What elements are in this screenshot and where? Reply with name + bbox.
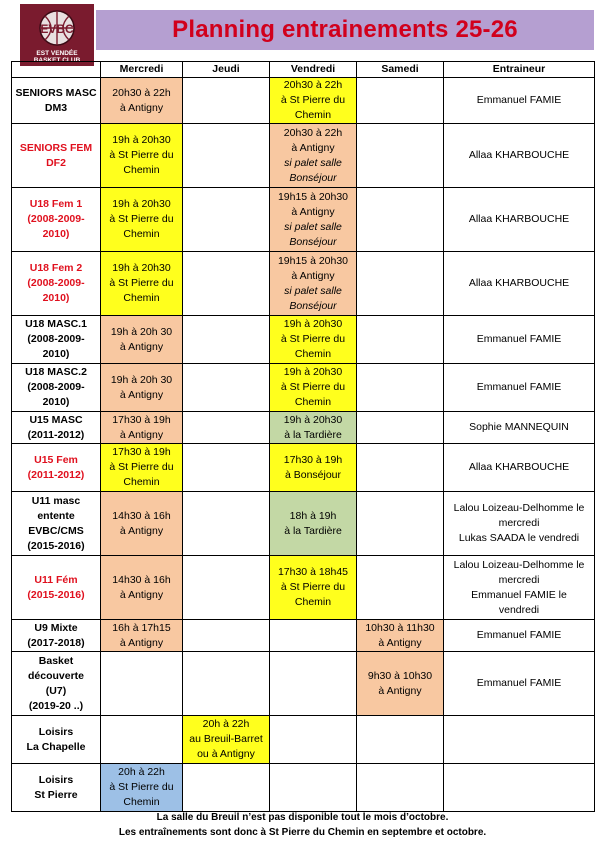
- session-cell-ven: [270, 124, 357, 188]
- session-cell-jeu: [183, 78, 270, 124]
- category-line: U11 Fém: [34, 573, 78, 586]
- table-row: [12, 716, 595, 764]
- coach-line: Sophie MANNEQUIN: [469, 421, 569, 433]
- session-line: 16h à 17h15: [112, 621, 171, 634]
- header-vendredi: Vendredi: [270, 62, 357, 78]
- category-line: entente: [37, 509, 75, 522]
- session-line: 14h30 à 16h: [112, 509, 171, 522]
- session-cell-mer: [101, 444, 183, 492]
- category-line: U15 Fem: [34, 453, 78, 466]
- category-line: U11 masc: [31, 494, 81, 507]
- session-line: 19h à 20h 30: [110, 325, 173, 338]
- coach-cell: [444, 556, 595, 620]
- session-cell-sam: [357, 188, 444, 252]
- coach-cell: [444, 444, 595, 492]
- session-cell-ven: [270, 620, 357, 652]
- session-cell-jeu: [183, 188, 270, 252]
- session-cell-ven: [270, 492, 357, 556]
- category-line: (2011-2012): [27, 428, 85, 441]
- session-line: Chemin: [294, 596, 332, 608]
- category-line: (2015-2016): [27, 539, 85, 552]
- session-line: 20h à 22h: [118, 766, 165, 778]
- footnote-line-1: La salle du Breuil n’est pas disponible tout le mois d’octobre.: [156, 812, 449, 823]
- category-cell: [12, 492, 101, 556]
- table-row: [12, 188, 595, 252]
- header-mercredi: Mercredi: [101, 62, 183, 78]
- category-line: 2010): [42, 396, 70, 408]
- table-row: [12, 364, 595, 412]
- session-cell-ven: [270, 652, 357, 716]
- table-row: [12, 316, 595, 364]
- session-line: 18h à 19h: [289, 509, 337, 522]
- session-line: 19h à 20h30: [112, 262, 171, 274]
- session-cell-mer: [101, 620, 183, 652]
- session-cell-sam: [357, 492, 444, 556]
- session-note: si palet salle: [284, 156, 342, 169]
- category-line: (2008-2009-: [27, 213, 85, 225]
- logo-text-line2: BASKET CLUB: [33, 57, 81, 64]
- category-cell: [12, 764, 101, 812]
- table-row: [12, 78, 595, 124]
- session-cell-mer: [101, 492, 183, 556]
- session-line: à Antigny: [378, 636, 422, 649]
- session-line: Chemin: [123, 164, 160, 176]
- table-row: [12, 492, 595, 556]
- category-cell: [12, 620, 101, 652]
- session-line: à Antigny: [119, 101, 164, 114]
- session-cell-sam: [357, 652, 444, 716]
- title-banner: [96, 10, 594, 50]
- table-row: [12, 620, 595, 652]
- session-line: Chemin: [123, 292, 160, 304]
- header-jeudi: Jeudi: [183, 62, 270, 78]
- session-cell-mer: [101, 412, 183, 444]
- session-cell-sam: [357, 124, 444, 188]
- session-line: à Antigny: [119, 636, 164, 649]
- session-note: Bonséjour: [289, 235, 337, 248]
- category-cell: [12, 124, 101, 188]
- session-cell-mer: [101, 556, 183, 620]
- session-cell-ven: [270, 556, 357, 620]
- category-line: (U7): [45, 684, 67, 697]
- session-line: à St Pierre du: [280, 581, 346, 593]
- schedule-table: [11, 61, 595, 812]
- coach-line: Emmanuel FAMIE: [476, 629, 562, 641]
- session-line: au Breuil-Barret: [189, 733, 263, 745]
- session-line: Chemin: [123, 228, 160, 240]
- coach-line: mercredi: [498, 573, 540, 586]
- footnote-line-2: Les entraînements sont donc à St Pierre du Chemin en septembre et octobre.: [118, 827, 487, 838]
- session-cell-jeu: [183, 316, 270, 364]
- footnotes: [11, 810, 594, 840]
- coach-cell: [444, 78, 595, 124]
- category-line: SENIORS MASC: [15, 86, 97, 99]
- coach-line: Emmanuel FAMIE le: [471, 588, 567, 601]
- session-cell-ven: [270, 188, 357, 252]
- coach-cell: [444, 188, 595, 252]
- session-note: Bonséjour: [289, 171, 337, 184]
- session-cell-mer: [101, 316, 183, 364]
- session-line: à la Tardière: [284, 524, 342, 537]
- table-row: [12, 444, 595, 492]
- session-cell-jeu: [183, 124, 270, 188]
- coach-cell: [444, 716, 595, 764]
- session-line: à Antigny: [119, 524, 164, 537]
- session-line: à Antigny: [119, 340, 164, 353]
- category-line: (2019-20 ..): [28, 699, 84, 712]
- session-cell-jeu: [183, 556, 270, 620]
- session-line: Chemin: [294, 348, 332, 360]
- coach-line: Allaa KHARBOUCHE: [468, 213, 570, 225]
- category-cell: [12, 78, 101, 124]
- session-cell-sam: [357, 316, 444, 364]
- coach-line: Allaa KHARBOUCHE: [468, 461, 570, 473]
- category-line: 2010): [42, 292, 70, 304]
- session-note: si palet salle: [284, 284, 342, 297]
- category-cell: [12, 652, 101, 716]
- coach-cell: [444, 764, 595, 812]
- session-line: à Antigny: [119, 428, 164, 441]
- table-row: [12, 252, 595, 316]
- category-line: (2017-2018): [27, 636, 85, 649]
- category-line: EVBC/CMS: [28, 524, 84, 537]
- logo-text-evbc: EVBC: [40, 22, 74, 36]
- category-line: U18 Fem 2: [29, 262, 83, 274]
- category-cell: [12, 556, 101, 620]
- category-line: U18 MASC.1: [25, 318, 87, 330]
- session-cell-mer: [101, 716, 183, 764]
- category-line: (2015-2016): [27, 588, 85, 601]
- category-line: St Pierre: [34, 788, 78, 801]
- session-line: 20h30 à 22h: [283, 79, 343, 91]
- session-cell-ven: [270, 412, 357, 444]
- category-line: découverte: [27, 669, 85, 682]
- session-cell-ven: [270, 764, 357, 812]
- session-cell-mer: [101, 124, 183, 188]
- session-cell-ven: [270, 316, 357, 364]
- session-line: ou à Antigny: [197, 748, 255, 760]
- table-row: [12, 412, 595, 444]
- session-note: si palet salle: [284, 220, 342, 233]
- session-cell-mer: [101, 252, 183, 316]
- session-cell-jeu: [183, 652, 270, 716]
- session-line: 10h30 à 11h30: [365, 621, 435, 634]
- table-row: [12, 764, 595, 812]
- session-cell-sam: [357, 716, 444, 764]
- coach-line: Lukas SAADA le vendredi: [458, 532, 580, 544]
- session-line: à Antigny: [119, 588, 164, 601]
- session-line: 19h15 à 20h30: [277, 190, 349, 203]
- session-cell-ven: [270, 364, 357, 412]
- category-line: Loisirs: [38, 773, 74, 786]
- session-cell-mer: [101, 764, 183, 812]
- session-line: à St Pierre du: [109, 213, 174, 225]
- coach-line: mercredi: [498, 517, 540, 529]
- session-cell-jeu: [183, 620, 270, 652]
- session-line: à Bonséjour: [284, 468, 342, 481]
- session-line: 17h30 à 19h: [283, 453, 343, 466]
- category-line: U18 Fem 1: [29, 198, 83, 210]
- category-line: Loisirs: [38, 725, 74, 738]
- session-line: 19h à 20h30: [112, 134, 171, 146]
- category-line: (2008-2009-: [27, 333, 85, 345]
- session-line: 17h30 à 19h: [112, 446, 171, 458]
- session-line: 9h30 à 10h30: [367, 669, 433, 682]
- session-line: 20h à 22h: [202, 718, 250, 730]
- session-line: à St Pierre du: [280, 333, 346, 345]
- session-line: à St Pierre du: [109, 781, 174, 793]
- category-line: DM3: [44, 101, 68, 114]
- session-cell-ven: [270, 78, 357, 124]
- coach-line: Lalou Loizeau-Delhomme le: [453, 502, 585, 514]
- session-line: Chemin: [123, 476, 160, 488]
- session-cell-sam: [357, 444, 444, 492]
- session-cell-sam: [357, 556, 444, 620]
- category-line: SENIORS FEM: [19, 141, 93, 154]
- coach-cell: [444, 316, 595, 364]
- category-line: (2008-2009-: [27, 381, 85, 393]
- session-cell-sam: [357, 764, 444, 812]
- category-line: U15 MASC: [29, 413, 83, 426]
- session-line: 14h30 à 16h: [112, 573, 171, 586]
- header-entraineur: Entraineur: [444, 62, 595, 78]
- session-cell-jeu: [183, 252, 270, 316]
- session-line: Chemin: [294, 109, 332, 121]
- coach-line: Emmanuel FAMIE: [476, 333, 562, 345]
- session-line: à Antigny: [291, 141, 335, 154]
- category-line: U18 MASC.2: [25, 366, 87, 378]
- session-line: 19h à 20h30: [283, 366, 343, 378]
- session-cell-mer: [101, 364, 183, 412]
- session-line: à St Pierre du: [109, 461, 174, 473]
- session-line: 19h à 20h30: [283, 318, 343, 330]
- coach-line: Emmanuel FAMIE: [476, 94, 562, 106]
- coach-line: Emmanuel FAMIE: [476, 677, 562, 689]
- coach-cell: [444, 364, 595, 412]
- session-cell-ven: [270, 444, 357, 492]
- session-line: à Antigny: [378, 684, 422, 697]
- coach-line: Allaa KHARBOUCHE: [468, 149, 570, 161]
- session-line: à St Pierre du: [280, 94, 346, 106]
- category-line: Basket: [38, 654, 74, 667]
- session-line: à St Pierre du: [109, 277, 174, 289]
- coach-cell: [444, 412, 595, 444]
- session-cell-mer: [101, 78, 183, 124]
- header-row: [12, 62, 595, 78]
- category-line: DF2: [46, 156, 66, 169]
- coach-cell: [444, 124, 595, 188]
- category-cell: [12, 412, 101, 444]
- session-line: Chemin: [123, 796, 160, 808]
- session-cell-ven: [270, 252, 357, 316]
- table-row: [12, 124, 595, 188]
- table-row: [12, 556, 595, 620]
- session-cell-sam: [357, 412, 444, 444]
- session-line: à Antigny: [291, 205, 335, 218]
- category-line: La Chapelle: [26, 740, 86, 753]
- category-line: 2010): [42, 228, 70, 240]
- coach-line: Lalou Loizeau-Delhomme le: [453, 558, 585, 571]
- coach-line: Allaa KHARBOUCHE: [468, 277, 570, 289]
- session-cell-jeu: [183, 716, 270, 764]
- session-note: Bonséjour: [289, 299, 337, 312]
- category-cell: [12, 252, 101, 316]
- header-samedi: Samedi: [357, 62, 444, 78]
- coach-cell: [444, 620, 595, 652]
- session-line: 19h à 20h30: [112, 198, 171, 210]
- schedule-body: [12, 78, 595, 812]
- coach-line: Emmanuel FAMIE: [476, 381, 562, 393]
- session-line: 17h30 à 19h: [112, 413, 171, 426]
- session-cell-sam: [357, 364, 444, 412]
- category-cell: [12, 444, 101, 492]
- session-line: 19h à 20h30: [283, 413, 343, 426]
- session-line: à Antigny: [119, 388, 164, 401]
- category-line: 2010): [42, 348, 70, 360]
- category-line: U9 Mixte: [34, 621, 78, 634]
- session-cell-sam: [357, 78, 444, 124]
- coach-cell: [444, 492, 595, 556]
- category-cell: [12, 364, 101, 412]
- session-cell-jeu: [183, 764, 270, 812]
- session-cell-jeu: [183, 364, 270, 412]
- category-cell: [12, 188, 101, 252]
- coach-cell: [444, 652, 595, 716]
- category-line: (2011-2012): [27, 468, 85, 481]
- session-cell-jeu: [183, 492, 270, 556]
- session-cell-sam: [357, 620, 444, 652]
- session-line: à St Pierre du: [109, 149, 174, 161]
- session-cell-jeu: [183, 412, 270, 444]
- session-line: à St Pierre du: [280, 381, 346, 393]
- session-line: à la Tardière: [284, 428, 342, 441]
- category-cell: [12, 316, 101, 364]
- session-cell-mer: [101, 188, 183, 252]
- category-cell: [12, 716, 101, 764]
- session-line: à Antigny: [291, 269, 335, 282]
- session-line: 17h30 à 18h45: [277, 566, 349, 578]
- session-cell-mer: [101, 652, 183, 716]
- table-row: [12, 652, 595, 716]
- session-cell-jeu: [183, 444, 270, 492]
- session-line: 19h à 20h 30: [110, 373, 173, 386]
- session-line: Chemin: [294, 396, 332, 408]
- coach-line: vendredi: [498, 603, 540, 616]
- page-title: Planning entrainements 25-26: [172, 16, 518, 43]
- coach-cell: [444, 252, 595, 316]
- header-corner: [12, 62, 101, 78]
- category-line: (2008-2009-: [27, 277, 85, 289]
- session-cell-sam: [357, 252, 444, 316]
- session-cell-ven: [270, 716, 357, 764]
- session-line: 20h30 à 22h: [283, 126, 343, 139]
- session-line: 19h15 à 20h30: [277, 254, 349, 267]
- logo-text-line1: EST VENDÉE: [36, 50, 78, 57]
- session-line: 20h30 à 22h: [112, 86, 171, 99]
- club-logo: [20, 4, 94, 66]
